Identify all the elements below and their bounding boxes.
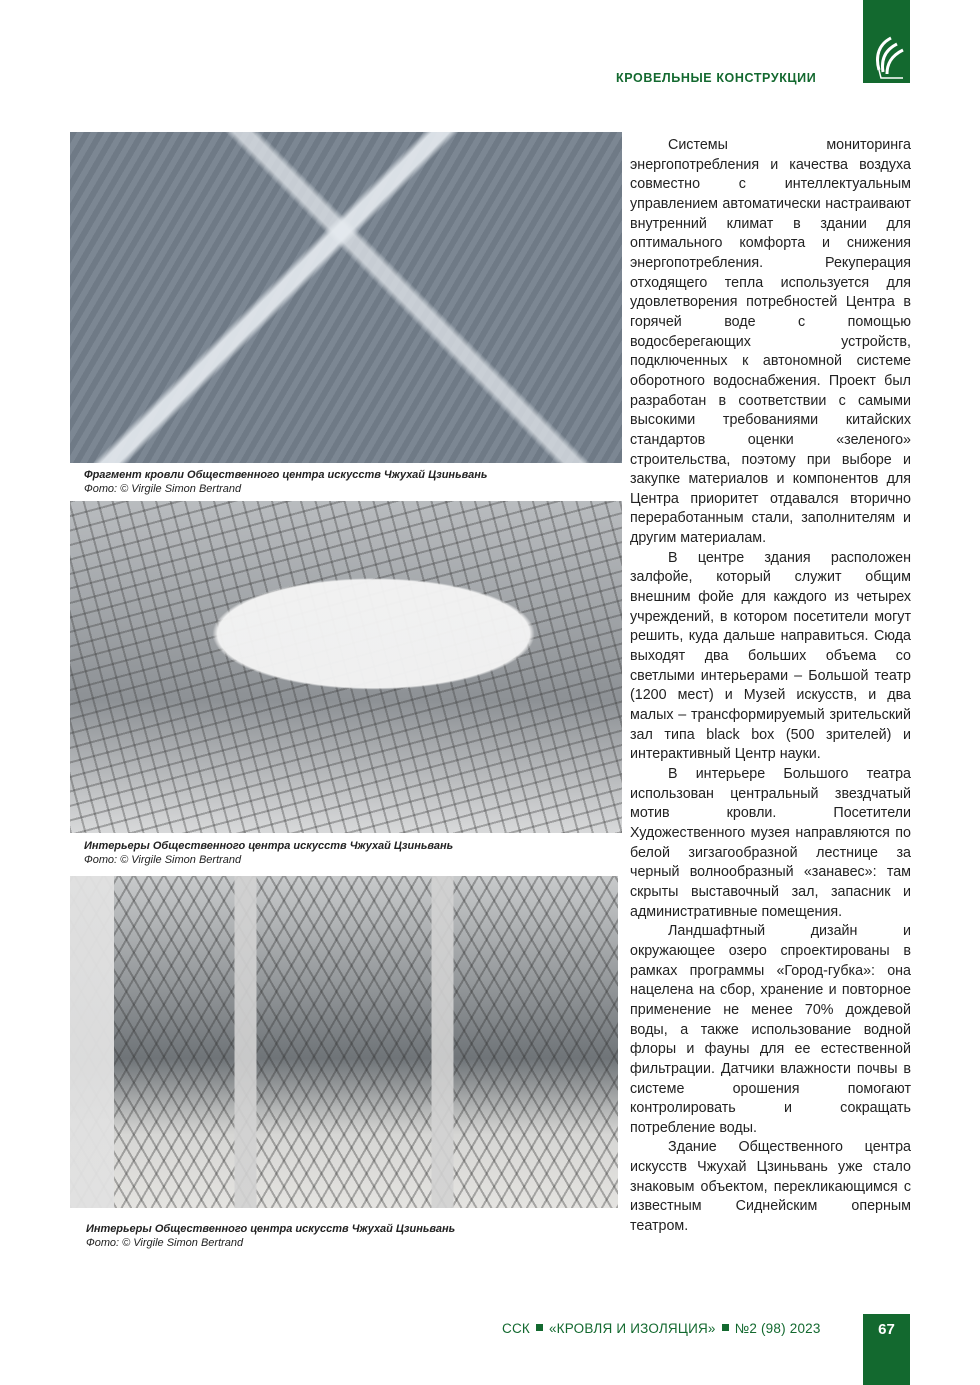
figure-caption-2	[84, 839, 453, 867]
caption-text: Интерьеры Общественного центра искусств Чжухай Цзиньвань	[84, 840, 454, 852]
page-number: 67	[878, 1321, 895, 1338]
caption-text: Интерьеры Общественного центра искусств Чжухай Цзиньвань	[86, 1223, 456, 1235]
interior-photo-1	[70, 501, 622, 833]
publisher: ССК	[502, 1321, 530, 1336]
figure-caption-1	[84, 468, 487, 496]
header-tab	[863, 0, 910, 83]
photo-credit: Фото: © Virgile Simon Bertrand	[84, 854, 242, 866]
article-text-column	[630, 136, 911, 1237]
figure-caption-3	[86, 1222, 455, 1250]
paragraph: Здание Общественного центра искусств Чжухай Цзиньвань уже стало знаковым объектом, перекликающимся с известным Сиднейским оперным театром.	[630, 1139, 911, 1235]
paragraph: Ландшафтный дизайн и окружающее озеро спроектированы в рамках программы «Город-губка»: она нацелена на сбор, хранение и повторное применение не менее 70% дождевой воды, а также использование водной флоры и фауны для ее естественной фильтрации. Датчики влажности почвы в системе орошения помогают контролировать и сокращать потребление воды.	[630, 923, 911, 1136]
magazine-title: «КРОВЛЯ И ИЗОЛЯЦИЯ»	[548, 1321, 716, 1336]
roof-fragment-photo	[70, 132, 622, 463]
square-bullet-icon	[536, 1324, 543, 1331]
page-number-tab	[863, 1314, 910, 1385]
photo-credit: Фото: © Virgile Simon Bertrand	[86, 1237, 244, 1249]
interior-photo-2	[70, 876, 618, 1208]
caption-text: Фрагмент кровли Общественного центра искусств Чжухай Цзиньвань	[84, 469, 488, 481]
issue: №2 (98) 2023	[734, 1321, 821, 1336]
footer-publication	[502, 1321, 821, 1336]
square-bullet-icon	[722, 1324, 729, 1331]
section-title: КРОВЕЛЬНЫЕ КОНСТРУКЦИИ	[616, 71, 817, 85]
paragraph: В центре здания расположен залфойе, который служит общим внешним фойе для каждого из четырех учреждений, в котором посетители могут решить, куда дальше направиться. Сюда выходят два больших объема со светлыми интерьерами – Большой театр (1200 мест) и Музей искусств, и два малых – трансформируемый зрительский зал типа black box (500 зрителей) и интерактивный Центр науки.	[630, 549, 911, 763]
paragraph: В интерьере Большого театра использован центральный звездчатый мотив кровли. Посетители Художественного музея направляются по белой зигзагообразной лестнице за черный волнообразный «занавес»: там скрыты выставочный зал, запасник и административные помещения.	[630, 766, 911, 920]
logo-icon	[869, 36, 905, 80]
paragraph: Системы мониторинга энергопотребления и качества воздуха совместно с интеллектуальным управлением автоматически настраивают внутренний климат в здании для оптимального комфорта и снижения энергопотребления. Рекуперация отходящего тепла используется для удовлетворения потребностей Центра в горячей воде с помощью водосберегающих устройств, подключенных к автономной системе оборотного водоснабжения. Проект был разработан в соответствии с самыми высокими требованиями китайских стандартов оценки «зеленого» строительства, поэтому при выборе и закупке материалов и компонентов для Центра приоритет отдавался вторично переработанным стали, заполнителям и другим материалам.	[630, 137, 911, 547]
photo-credit: Фото: © Virgile Simon Bertrand	[84, 483, 242, 495]
